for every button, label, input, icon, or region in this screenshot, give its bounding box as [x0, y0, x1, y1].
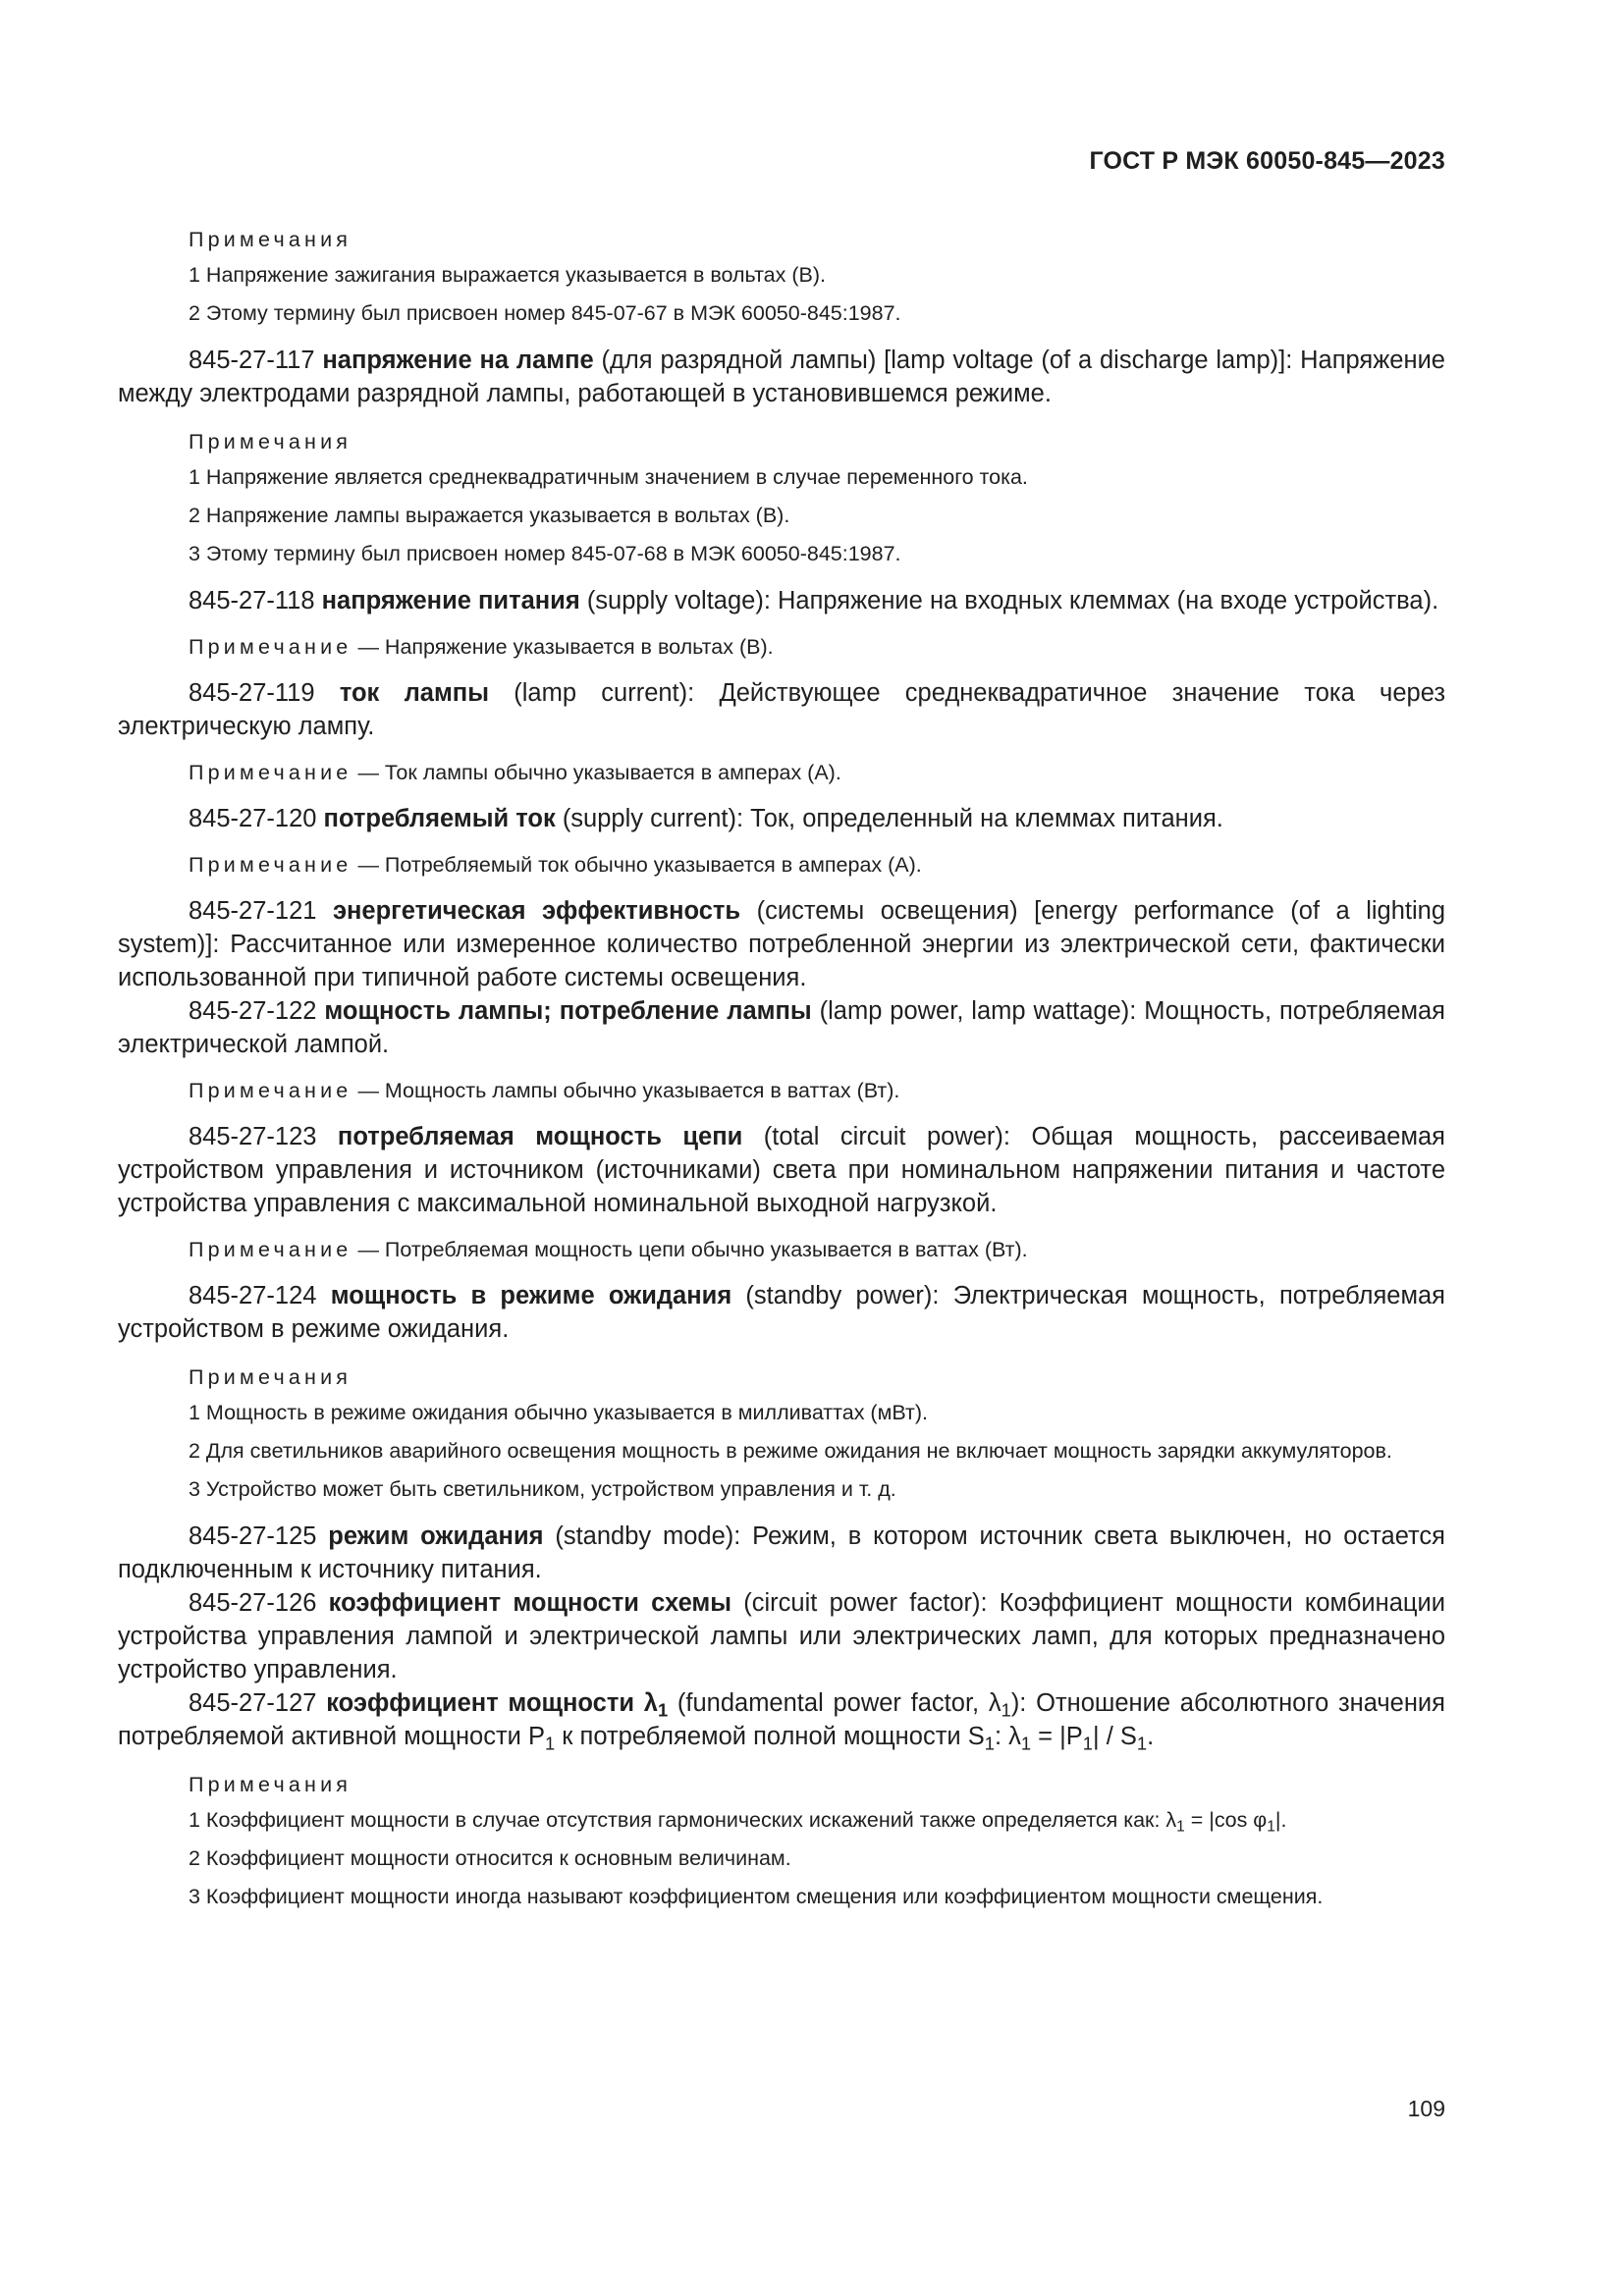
note-text: — Мощность лампы обычно указывается в ваттах (Вт). — [357, 1079, 900, 1102]
term-title: энергетическая эффективность — [332, 897, 741, 925]
note-item: 2 Напряжение лампы выражается указывается в вольтах (В). — [189, 504, 790, 527]
note-item: 1 Напряжение зажигания выражается указывается в вольтах (В). — [189, 263, 826, 287]
note-text: — Напряжение указывается в вольтах (В). — [357, 635, 774, 659]
term-entry-122 — [118, 994, 1445, 1061]
term-title: потребляемый ток — [323, 805, 556, 832]
term-number: 845-27-124 — [189, 1282, 317, 1309]
term-definition: (total circuit power): Общая мощность, рассеиваемая устройством управления и источником (источниками) света при номинальном напряжении питания и частоте устройства управления с максимальной номинальной выходной нагрузкой. — [118, 1123, 1445, 1217]
document-header: ГОСТ Р МЭК 60050-845—2023 — [1089, 147, 1445, 175]
term-definition: ): Отношение абсолютного значения потребляемой активной мощности P — [118, 1689, 1445, 1750]
note-inline — [118, 633, 1445, 661]
note-inline — [118, 851, 1445, 879]
term-number: 845-27-125 — [189, 1522, 317, 1550]
term-title: мощность в режиме ожидания — [330, 1282, 732, 1309]
page-content — [118, 226, 1445, 1921]
term-number: 845-27-117 — [189, 347, 315, 374]
notes-heading: Примечания — [189, 1773, 352, 1796]
term-entry-119 — [118, 676, 1445, 743]
term-title: мощность лампы; потребление лампы — [324, 997, 812, 1025]
note-item: 3 Коэффициент мощности иногда называют коэффициентом смещения или коэффициентом мощности смещения. — [189, 1885, 1324, 1908]
term-number: 845-27-121 — [189, 897, 317, 925]
note-item: 2 Для светильников аварийного освещения мощность в режиме ожидания не включает мощность зарядки аккумуляторов. — [189, 1439, 1392, 1463]
term-title: режим ожидания — [328, 1522, 544, 1550]
note-item: 3 Этому термину был присвоен номер 845-07-68 в МЭК 60050-845:1987. — [189, 542, 901, 565]
term-definition: (lamp power, lamp wattage): Мощность, потребляемая электрической лампой. — [118, 997, 1445, 1058]
term-number: 845-27-119 — [189, 679, 315, 707]
term-definition: (системы освещения) [energy performance (of a lighting system)]: Рассчитанное или измеренное количество потребленной энергии из электрической сети, фактически использованной при типичной работе системы освещения. — [118, 897, 1445, 991]
page-number: 109 — [1407, 2096, 1445, 2121]
term-definition: (standby mode): Режим, в котором источник света выключен, но остается подключенным к источнику питания. — [118, 1522, 1445, 1583]
subscript: 1 — [984, 1733, 995, 1754]
term-definition: : λ — [994, 1723, 1021, 1750]
term-definition: (для разрядной лампы) [lamp voltage (of a discharge lamp)]: Напряжение между электродами разрядной лампы, работающей в установившемся режиме. — [118, 347, 1445, 407]
note-item: 1 Напряжение является среднеквадратичным значением в случае переменного тока. — [189, 465, 1028, 489]
subscript: 1 — [1082, 1733, 1093, 1754]
notes-heading: Примечания — [189, 228, 352, 251]
term-number: 845-27-122 — [189, 997, 317, 1025]
subscript: 1 — [1001, 1699, 1011, 1721]
term-title: напряжение на лампе — [322, 347, 594, 374]
note-item: 2 Коэффициент мощности относится к основным величинам. — [189, 1846, 791, 1870]
note-text: = |cos φ — [1184, 1808, 1268, 1832]
notes-heading: Примечания — [189, 430, 352, 454]
term-definition: | / S — [1093, 1723, 1137, 1750]
note-item — [118, 1806, 1445, 1835]
term-definition: (standby power): Электрическая мощность, потребляемая устройством в режиме ожидания. — [118, 1282, 1445, 1343]
note-label: Примечание — [189, 853, 352, 877]
subscript: 1 — [1176, 1818, 1185, 1836]
subscript: 1 — [544, 1733, 556, 1754]
term-definition: (fundamental power factor, λ — [668, 1689, 1001, 1717]
subscript: 1 — [657, 1699, 669, 1721]
note-text: |. — [1274, 1808, 1287, 1832]
term-title — [326, 1689, 669, 1721]
term-entry-124 — [118, 1279, 1445, 1346]
term-title: потребляемая мощность цепи — [337, 1123, 743, 1150]
term-entry-126 — [118, 1586, 1445, 1686]
term-entry-117 — [118, 344, 1445, 410]
term-title-text: коэффициент мощности λ — [326, 1689, 658, 1717]
term-definition: (supply current): Ток, определенный на клеммах питания. — [555, 805, 1223, 832]
note-item: 3 Устройство может быть светильником, устройством управления и т. д. — [189, 1477, 896, 1501]
term-definition: к потребляемой полной мощности S — [555, 1723, 985, 1750]
term-entry-127 — [118, 1686, 1445, 1753]
term-definition: (circuit power factor): Коэффициент мощности комбинации устройства управления лампой и электрической лампы или электрических ламп, для которых предназначено устройство управления. — [118, 1589, 1445, 1683]
term-title: коэффициент мощности схемы — [328, 1589, 732, 1617]
term-entry-118 — [118, 584, 1445, 617]
term-entry-123 — [118, 1120, 1445, 1220]
notes-heading: Примечания — [189, 1365, 352, 1389]
subscript: 1 — [1267, 1818, 1275, 1836]
term-definition: (lamp current): Действующее среднеквадратичное значение тока через электрическую лампу. — [118, 679, 1446, 740]
term-number: 845-27-118 — [189, 587, 315, 614]
note-text: 1 Коэффициент мощности в случае отсутствия гармонических искажений также определяется как: λ — [189, 1808, 1177, 1832]
subscript: 1 — [1136, 1733, 1148, 1754]
term-title: напряжение питания — [321, 587, 580, 614]
note-inline — [118, 1236, 1445, 1263]
term-entry-121 — [118, 894, 1445, 994]
note-item: 1 Мощность в режиме ожидания обычно указывается в милливаттах (мВт). — [189, 1401, 928, 1424]
term-entry-125 — [118, 1520, 1445, 1586]
note-inline — [118, 759, 1445, 786]
note-text: — Потребляемый ток обычно указывается в амперах (А). — [357, 853, 922, 877]
note-text: — Ток лампы обычно указывается в амперах (А). — [357, 761, 841, 784]
term-number: 845-27-126 — [189, 1589, 317, 1617]
note-label: Примечание — [189, 1238, 352, 1261]
note-item: 2 Этому термину был присвоен номер 845-07-67 в МЭК 60050-845:1987. — [189, 301, 901, 325]
note-inline — [118, 1077, 1445, 1104]
term-definition: . — [1147, 1723, 1155, 1750]
note-label: Примечание — [189, 635, 352, 659]
term-title: ток лампы — [339, 679, 489, 707]
note-label: Примечание — [189, 1079, 352, 1102]
term-definition: = |P — [1031, 1723, 1083, 1750]
note-label: Примечание — [189, 761, 352, 784]
term-number: 845-27-120 — [189, 805, 317, 832]
note-text: — Потребляемая мощность цепи обычно указывается в ваттах (Вт). — [357, 1238, 1028, 1261]
term-entry-120 — [118, 802, 1445, 835]
term-definition: (supply voltage): Напряжение на входных клеммах (на входе устройства). — [579, 587, 1439, 614]
term-number: 845-27-123 — [189, 1123, 317, 1150]
subscript: 1 — [1020, 1733, 1032, 1754]
term-number: 845-27-127 — [189, 1689, 317, 1717]
